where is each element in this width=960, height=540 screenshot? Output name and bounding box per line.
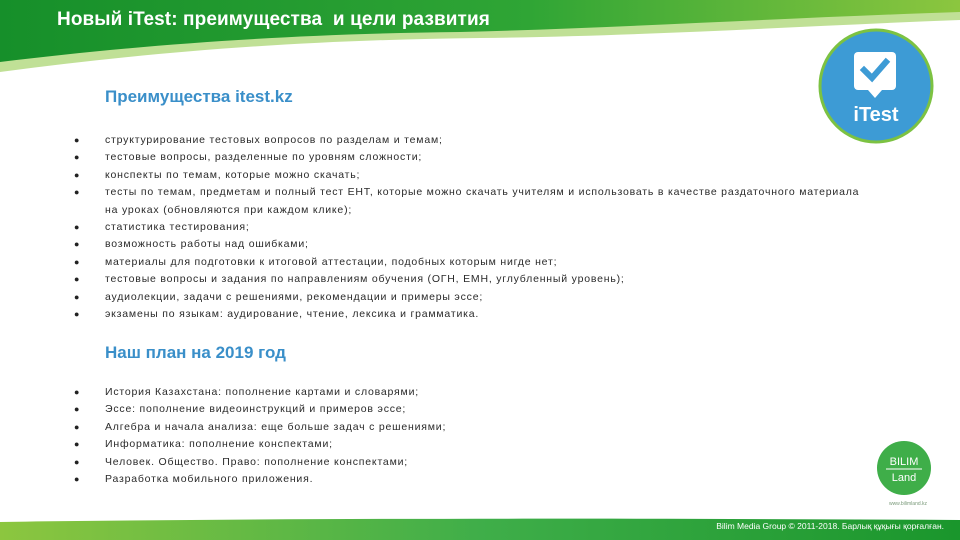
list-item [70,306,870,323]
list-item [70,132,870,149]
page-title: Новый iTest: преимущества и цели развития [57,9,490,30]
list-item [70,167,870,184]
bullet-icon: ● [74,309,81,320]
list-item [70,149,870,166]
list-item-text: аудиолекции, задачи с решениями, рекомендации и примеры эссе; [105,290,484,303]
bullet-icon: ● [74,404,81,415]
itest-logo [818,28,934,144]
list-item [70,384,870,401]
bullet-icon: ● [74,387,81,397]
list-item-text: экзамены по языкам: аудирование, чтение, лексика и грамматика. [105,308,480,321]
bullet-icon: ● [74,456,81,467]
bullet-icon: ● [74,135,81,145]
list-item [70,436,870,453]
bilim-logo-line2: Land [891,472,917,484]
list-item [70,236,870,253]
bullet-icon: ● [74,474,81,485]
list-item-text: Человек. Общество. Право: пополнение конспектами; [105,455,408,468]
bullet-icon: ● [74,274,81,285]
list-item-text: Информатика: пополнение конспектами; [105,438,333,451]
list-item-text: Алгебра и начала анализа: еще больше задач с решениями; [105,420,447,433]
bullet-icon: ● [74,421,81,432]
bullet-icon: ● [74,169,81,180]
section-heading-advantages: Преимущества itest.kz [105,87,293,106]
list-item-text: Разработка мобильного приложения. [105,473,314,486]
list-item [70,271,870,288]
bilim-land-logo [876,440,932,496]
list-item-text: материалы для подготовки к итоговой аттестации, подобных которым нигде нет; [105,255,558,268]
advantages-list [70,132,870,323]
list-item [70,184,870,219]
list-item [70,219,870,236]
bullet-icon: ● [74,239,81,250]
bullet-icon: ● [74,439,81,450]
bilim-url: www.bilimland.kz [888,501,928,507]
plan-list [70,384,870,488]
list-item-text: статистика тестирования; [105,221,250,234]
bullet-icon: ● [74,291,81,302]
copyright-text: Bilim Media Group © 2011-2018. Барлық құқығы қорғалған. [716,521,944,531]
header-banner [0,0,960,80]
bullet-icon: ● [74,222,81,233]
bilim-logo-line1: BILIM [889,456,919,468]
list-item [70,254,870,271]
list-item [70,289,870,306]
list-item-text: тестовые вопросы и задания по направлениям обучения (ОГН, ЕМН, углубленный уровень); [105,273,625,286]
list-item [70,454,870,471]
bullet-icon: ● [74,256,81,267]
list-item-text: Эссе: пополнение видеоинструкций и примеров эссе; [105,403,407,416]
list-item-text: структурирование тестовых вопросов по разделам и темам; [105,134,443,146]
list-item-text: конспекты по темам, которые можно скачать; [105,168,361,181]
list-item-text: История Казахстана: пополнение картами и словарями; [105,386,419,398]
list-item-text: тестовые вопросы, разделенные по уровням сложности; [105,151,423,164]
list-item [70,419,870,436]
list-item [70,471,870,488]
list-item [70,401,870,418]
bullet-icon: ● [74,152,81,163]
list-item-text: возможность работы над ошибками; [105,238,309,251]
bullet-icon: ● [74,187,81,198]
itest-logo-label: iTest [853,104,899,126]
section-heading-plan: Наш план на 2019 год [105,343,286,362]
list-item-text: тесты по темам, предметам и полный тест ЕНТ, которые можно скачать учителям и использовать в качестве раздаточного материала на уроках (обновляются при каждом клике); [105,186,860,216]
